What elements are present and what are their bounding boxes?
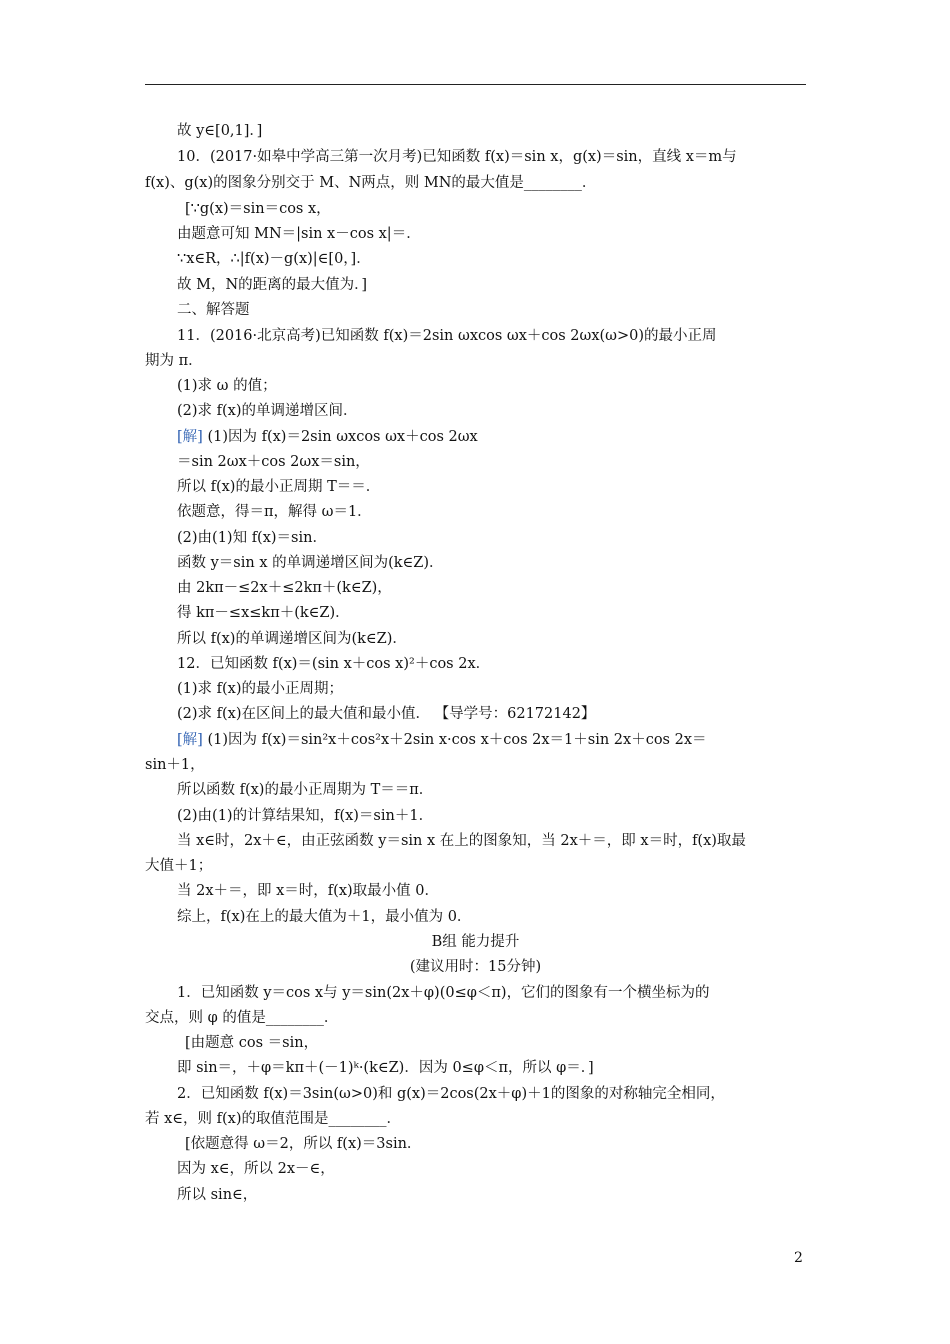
text-line	[177, 1058, 594, 1078]
text-line	[145, 856, 212, 876]
text-line	[145, 173, 596, 193]
line-text: (1)因为 f(x)＝sin²x＋cos²x＋2sin x·cos x＋cos 2x＝1＋sin 2x＋cos 2x＝	[207, 732, 707, 748]
text-line	[177, 224, 421, 244]
line-text: 得 kπ－≤x≤kπ＋(k∈Z)．	[177, 605, 350, 621]
text-line	[177, 730, 707, 750]
line-text: 依题意，得＝π，解得 ω＝1．	[177, 504, 372, 520]
line-text: 所以 f(x)的最小正周期 T＝＝．	[177, 479, 381, 495]
text-line	[177, 881, 439, 901]
text-line	[177, 629, 407, 649]
text-line	[177, 326, 717, 346]
line-text: 所以 sin∈，	[177, 1187, 258, 1203]
line-text: 1．已知函数 y＝cos x与 y＝sin(2x＋φ)(0≤φ＜π)，它们的图象有一个横坐标为的	[177, 985, 710, 1001]
text-line	[177, 1185, 257, 1205]
text-line	[177, 477, 380, 497]
text-line	[177, 679, 343, 699]
text-line	[177, 907, 471, 927]
line-text: 即 sin＝，＋φ＝kπ＋(－1)ᵏ·(k∈Z)．因为 0≤φ＜π，所以 φ＝．]	[177, 1060, 594, 1076]
line-text: sin＋1，	[145, 757, 205, 773]
text-line	[145, 755, 205, 775]
solution-tag: [解]	[177, 429, 203, 445]
text-line	[177, 121, 262, 141]
text-line	[177, 831, 746, 851]
line-text: 10．(2017·如皋中学高三第一次月考)已知函数 f(x)＝sin x，g(x)＝sin，直线 x＝m与	[177, 149, 737, 165]
line-text: (1)求 ω 的值；	[177, 378, 277, 394]
text-line	[177, 704, 595, 724]
text-line	[145, 932, 806, 952]
text-line	[177, 249, 371, 269]
line-text: B组 能力提升	[431, 934, 520, 950]
line-text: 2．已知函数 f(x)＝3sin(ω>0)和 g(x)＝2cos(2x＋φ)＋1的图象的对称轴完全相同，	[177, 1086, 725, 1102]
text-line	[177, 502, 372, 522]
line-text: 11．(2016·北京高考)已知函数 f(x)＝2sin ωxcos ωx＋cos 2ωx(ω>0)的最小正周	[177, 328, 717, 344]
line-text: 由 2kπ－≤2x＋≤2kπ＋(k∈Z)，	[177, 580, 392, 596]
line-text: ＝sin 2ωx＋cos 2ωx＝sin，	[177, 454, 370, 470]
line-text: [∵g(x)＝sin＝cos x，	[185, 201, 331, 217]
line-text: 故 M，N的距离的最大值为．]	[177, 277, 368, 293]
line-text: 所以函数 f(x)的最小正周期为 T＝＝π．	[177, 782, 434, 798]
text-line	[177, 300, 250, 320]
text-line	[177, 553, 444, 573]
line-text: 二、解答题	[177, 302, 250, 318]
line-text: 综上，f(x)在上的最大值为＋1，最小值为 0．	[177, 909, 472, 925]
line-text: [由题意 cos ＝sin，	[185, 1035, 319, 1051]
text-line	[177, 452, 370, 472]
line-text: 当 x∈时，2x＋∈，由正弦函数 y＝sin x 在上的图象知，当 2x＋＝，即 x＝时，f(x)取最	[177, 833, 746, 849]
line-text: (2)求 f(x)在区间上的最大值和最小值． 【导学号：62172142】	[177, 706, 596, 722]
line-text: 因为 x∈，所以 2x－∈，	[177, 1161, 335, 1177]
text-line	[185, 1033, 318, 1053]
page-number: 2	[794, 1250, 803, 1266]
line-text: ∵x∈R，∴|f(x)－g(x)|∈[0，]．	[177, 251, 371, 267]
line-text: 故 y∈[0,1]．]	[177, 123, 263, 139]
text-line	[145, 1109, 401, 1129]
text-line	[177, 147, 737, 167]
line-text: 交点，则 φ 的值是________．	[145, 1010, 339, 1026]
line-text: 期为 π．	[145, 353, 203, 369]
line-text: (2)由(1)知 f(x)＝sin．	[177, 530, 327, 546]
text-line	[177, 376, 277, 396]
line-text: (1)求 f(x)的最小正周期；	[177, 681, 344, 697]
line-text: (1)因为 f(x)＝2sin ωxcos ωx＋cos 2ωx	[207, 429, 478, 445]
text-line	[177, 427, 478, 447]
text-line	[145, 1008, 338, 1028]
solution-tag: [解]	[177, 732, 203, 748]
text-line	[177, 1159, 335, 1179]
text-line	[177, 578, 392, 598]
line-text: (2)求 f(x)的单调递增区间．	[177, 403, 358, 419]
text-line	[177, 528, 327, 548]
line-text: (2)由(1)的计算结果知，f(x)＝sin＋1．	[177, 808, 434, 824]
line-text: 所以 f(x)的单调递增区间为(k∈Z)．	[177, 631, 407, 647]
line-text: 函数 y＝sin x 的单调递增区间为(k∈Z)．	[177, 555, 444, 571]
line-text: 12．已知函数 f(x)＝(sin x＋cos x)²＋cos 2x．	[177, 656, 491, 672]
header-rule	[145, 84, 806, 85]
line-text: 若 x∈，则 f(x)的取值范围是________．	[145, 1111, 401, 1127]
text-line	[177, 806, 433, 826]
line-text: 当 2x＋＝，即 x＝时，f(x)取最小值 0．	[177, 883, 439, 899]
line-text: 由题意可知 MN＝|sin x－cos x|＝．	[177, 226, 421, 242]
line-text: f(x)、g(x)的图象分别交于 M、N两点，则 MN的最大值是________．	[145, 175, 597, 191]
text-line	[177, 1084, 725, 1104]
text-line	[145, 957, 806, 977]
text-line	[177, 983, 710, 1003]
text-line	[177, 603, 350, 623]
line-text: 大值＋1；	[145, 858, 213, 874]
text-line	[177, 275, 367, 295]
text-line	[177, 654, 490, 674]
text-line	[177, 401, 358, 421]
text-line	[177, 780, 433, 800]
text-line	[185, 199, 331, 219]
text-line	[145, 351, 203, 371]
line-text: [依题意得 ω＝2，所以 f(x)＝3sin．	[185, 1136, 422, 1152]
text-line	[185, 1134, 421, 1154]
line-text: (建议用时：15分钟)	[409, 959, 542, 975]
